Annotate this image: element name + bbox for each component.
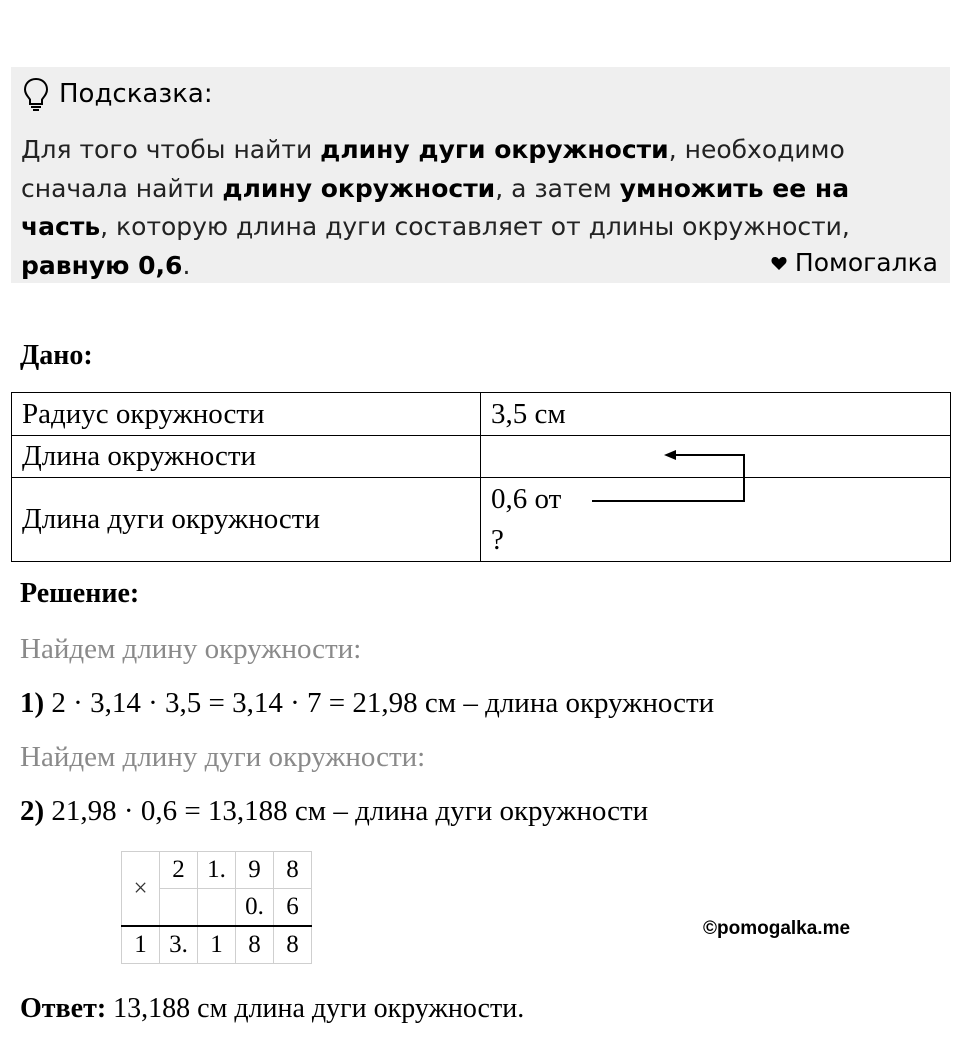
given-value: 3,5 см (481, 393, 951, 436)
step1-intro: Найдем длину окружности: (20, 633, 362, 665)
calc-digit: 8 (274, 926, 312, 964)
column-multiplication (121, 851, 312, 964)
calc-digit: 8 (236, 926, 274, 964)
given-label: Радиус окружности (12, 393, 481, 436)
step2-text: 21,98 · 0,6 = 13,188 см – длина дуги окружности (44, 795, 649, 827)
calc-digit (198, 889, 236, 927)
step1-line (20, 685, 714, 721)
calc-digit: 9 (236, 852, 274, 889)
table-row (12, 478, 951, 562)
calc-row (122, 852, 312, 889)
table-row (12, 393, 951, 436)
calc-digit: 0. (236, 889, 274, 927)
calc-digit: 6 (274, 889, 312, 927)
copyright-text: ©pomogalka.me (703, 918, 851, 939)
hint-text: Для того чтобы найти длину дуги окружности, необходимо сначала найти длину окружности, а затем умножить ее на часть, которую длина дуги составляет от длины окружности, равную 0,6. (21, 135, 850, 280)
value-line: ? (491, 523, 504, 556)
answer-line (20, 991, 524, 1027)
calc-digit: 2 (160, 852, 198, 889)
signature-text: Помогалка (794, 248, 938, 277)
solution-heading: Решение: (20, 578, 140, 609)
step2-number: 2) (20, 795, 45, 827)
given-label: Длина дуги окружности (12, 478, 481, 562)
answer-text: 13,188 см длина дуги окружности. (106, 993, 525, 1024)
hint-box (11, 67, 950, 283)
given-heading: Дано: (20, 340, 93, 371)
hint-title (23, 77, 213, 111)
calc-digit: 1 (198, 926, 236, 964)
step1-number: 1) (20, 687, 45, 719)
given-table (11, 392, 951, 562)
reference-arrow (580, 440, 760, 510)
answer-label: Ответ: (20, 993, 107, 1024)
calc-digit: 3. (160, 926, 198, 964)
calc-result-row (122, 926, 312, 964)
value-line: 0,6 от (491, 482, 562, 515)
hint-signature (771, 247, 938, 279)
calc-digit: 1 (122, 926, 160, 964)
step2-line (20, 793, 648, 829)
heart-icon (771, 256, 787, 271)
given-label: Длина окружности (12, 436, 481, 478)
calc-digit (160, 889, 198, 927)
calc-digit: 8 (274, 852, 312, 889)
step1-text: 2 · 3,14 · 3,5 = 3,14 · 7 = 21,98 см – длина окружности (44, 687, 715, 719)
multiply-sign: × (122, 852, 160, 927)
calc-digit: 1. (198, 852, 236, 889)
table-row (12, 436, 951, 478)
step2-intro: Найдем длину дуги окружности: (20, 741, 426, 773)
lightbulb-icon (23, 77, 49, 111)
hint-title-text: Подсказка: (59, 79, 213, 109)
